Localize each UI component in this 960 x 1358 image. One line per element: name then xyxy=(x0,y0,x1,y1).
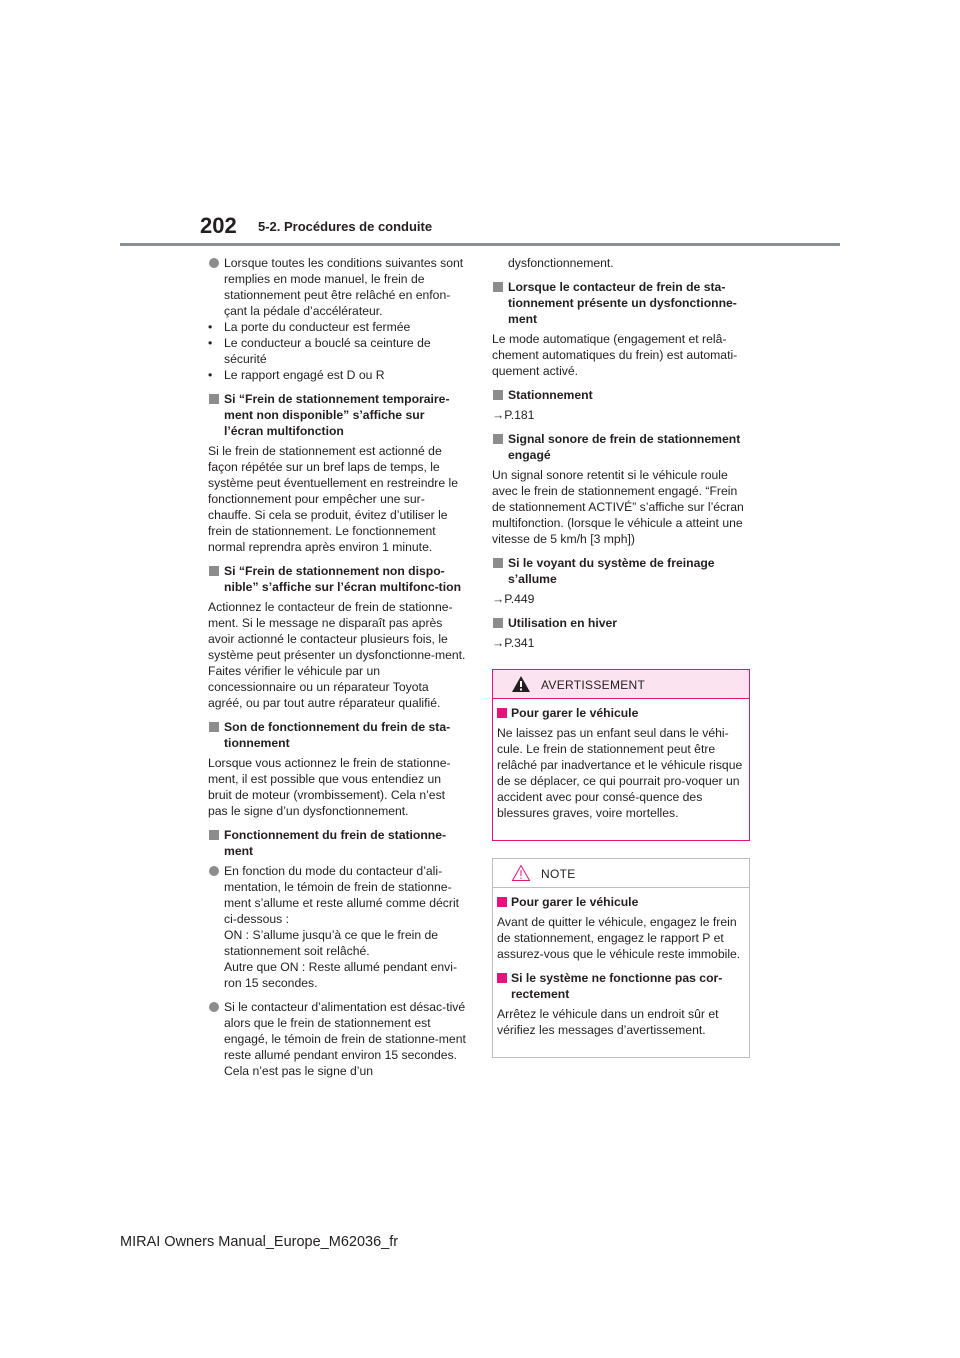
square-bullet-icon xyxy=(209,830,219,840)
square-bullet-icon xyxy=(493,282,503,292)
sub-item: • La porte du conducteur est fermée xyxy=(208,320,411,334)
note-text: Arrêtez le véhicule dans un endroit sûr et vérifiez les messages d’avertissement. xyxy=(497,1007,719,1037)
bullet-text: Si le contacteur d’alimentation est désac-tivé alors que le frein de stationnement est engagé, le témoin de frein de stationne-ment reste allumé pendant environ 15 secondes. Cela n’est pas le signe d’un xyxy=(224,1000,466,1078)
bullet-text: En fonction du mode du contacteur d’ali-mentation, le témoin de frein de stationne-ment s’allume et reste allumé comme décrit ci-dessous : xyxy=(224,864,460,926)
page-reference-link[interactable]: →P.181 xyxy=(492,408,535,422)
sub-item-text: Le rapport engagé est D ou R xyxy=(224,368,385,382)
bullet-item xyxy=(208,255,466,319)
right-column xyxy=(492,255,750,659)
section-heading xyxy=(492,279,750,327)
continued-text: dysfonctionnement. xyxy=(508,256,614,270)
note-body xyxy=(493,888,749,1038)
page-reference-link[interactable]: →P.449 xyxy=(492,592,535,606)
warning-title: AVERTISSEMENT xyxy=(541,678,646,692)
bullet-item xyxy=(208,999,466,1079)
bullet-item xyxy=(208,863,466,991)
left-column xyxy=(208,255,466,1087)
square-bullet-icon xyxy=(209,566,219,576)
page-reference-link[interactable]: →P.341 xyxy=(492,636,535,650)
heading-text: Si “Frein de stationnement temporaire-ment non disponible” s’affiche sur l’écran multifonction xyxy=(224,392,450,438)
square-bullet-icon xyxy=(497,708,507,718)
heading-text: Si le voyant du système de freinage s’allume xyxy=(508,556,715,586)
note-heading xyxy=(497,894,745,910)
square-bullet-icon xyxy=(497,973,507,983)
bullet-text: Lorsque toutes les conditions suivantes sont remplies en mode manuel, le frein de stationnement peut être relâché en enfon-çant la pédale d’accélérateur. xyxy=(224,256,464,318)
warning-text: Ne laissez pas un enfant seul dans le véhi-cule. Le frein de stationnement peut être relâché par inadvertance et le véhicule risque de se déplacer, ce qui pourrait pro-voquer un accident avec pour consé-quence des blessures graves, voire mortelles. xyxy=(497,726,743,820)
square-bullet-icon xyxy=(209,394,219,404)
square-bullet-icon xyxy=(497,897,507,907)
paragraph: Si le frein de stationnement est actionné de façon répétée sur un bref laps de temps, le système peut éventuellement en restreindre le fonctionnement pour empêcher une sur-chauffe. Si cela se produit, évitez d’utiliser le frein de stationnement. Le fonctionnement normal reprendra après environ 1 minute. xyxy=(208,444,458,554)
caution-triangle-icon xyxy=(511,864,531,882)
heading-text: Fonctionnement du frein de stationne-ment xyxy=(224,828,447,858)
section-heading xyxy=(208,827,466,859)
warning-box xyxy=(492,669,750,841)
heading-text: Pour garer le véhicule xyxy=(511,895,639,909)
warning-body xyxy=(493,699,749,821)
heading-text: Signal sonore de frein de stationnement engagé xyxy=(508,432,741,462)
square-bullet-icon xyxy=(209,722,219,732)
bullet-dot-icon xyxy=(209,258,219,268)
section-heading xyxy=(492,555,750,587)
bullet-text-on: ON : S’allume jusqu’à ce que le frein de stationnement soit relâché. xyxy=(224,928,439,958)
heading-text: Utilisation en hiver xyxy=(508,616,618,630)
bullet-text-other: Autre que ON : Reste allumé pendant envi-ron 15 secondes. xyxy=(224,960,458,990)
section-title: 5-2. Procédures de conduite xyxy=(258,219,433,234)
square-bullet-icon xyxy=(493,558,503,568)
bullet-dot-icon xyxy=(209,866,219,876)
paragraph: Un signal sonore retentit si le véhicule roule avec le frein de stationnement engagé. “Frein de stationnement ACTIVÉ” s’affiche sur l’écran multifonction. (lorsque le véhicule a atteint une vitesse de 5 km/h [3 mph]) xyxy=(492,468,744,546)
square-bullet-icon xyxy=(493,434,503,444)
heading-text: Stationnement xyxy=(508,388,593,402)
paragraph: Lorsque vous actionnez le frein de stationne-ment, il est possible que vous entendiez un bruit de moteur (vrombissement). Cela n’est pas le signe d’un dysfonctionnement. xyxy=(208,756,451,818)
note-text: Avant de quitter le véhicule, engagez le frein de stationnement, engagez le rapport P et assurez-vous que le véhicule reste immobile. xyxy=(497,915,741,961)
paragraph: Le mode automatique (engagement et relâ-chement automatiques du frein) est automati-quement activé. xyxy=(492,332,738,378)
heading-text: Si le système ne fonctionne pas cor-rectement xyxy=(511,971,723,1001)
square-bullet-icon xyxy=(493,618,503,628)
section-heading xyxy=(492,615,750,631)
section-heading xyxy=(208,719,466,751)
section-heading xyxy=(492,387,750,403)
section-heading xyxy=(492,431,750,463)
sub-item: • Le conducteur a bouclé sa ceinture de sécurité xyxy=(208,336,431,366)
heading-text: Lorsque le contacteur de frein de sta-tionnement présente un dysfonctionne-ment xyxy=(508,280,737,326)
note-header xyxy=(493,859,749,888)
bullet-dot-icon xyxy=(209,1002,219,1012)
square-bullet-icon xyxy=(493,390,503,400)
section-heading xyxy=(208,391,466,439)
heading-text: Pour garer le véhicule xyxy=(511,706,639,720)
sub-item-text: Le conducteur a bouclé sa ceinture de sécurité xyxy=(224,336,431,366)
sub-item-text: La porte du conducteur est fermée xyxy=(224,320,411,334)
warning-header xyxy=(493,670,749,699)
note-box xyxy=(492,858,750,1058)
section-heading xyxy=(208,563,466,595)
warning-heading xyxy=(497,705,745,721)
header-rule xyxy=(120,243,840,246)
paragraph: Actionnez le contacteur de frein de stationne-ment. Si le message ne disparaît pas après avoir actionné le contacteur plusieurs fois, le système peut présenter un dysfonctionne-ment. Faites vérifier le véhicule par un concessionnaire ou un réparateur Toyota agréé, ou par tout autre réparateur qualifié. xyxy=(208,600,466,710)
sub-list xyxy=(208,319,466,383)
sub-item: • Le rapport engagé est D ou R xyxy=(208,368,385,382)
note-heading xyxy=(497,970,745,1002)
footer-text: MIRAI Owners Manual_Europe_M62036_fr xyxy=(120,1234,399,1250)
heading-text: Son de fonctionnement du frein de sta-tionnement xyxy=(224,720,451,750)
warning-triangle-icon xyxy=(511,675,531,693)
page-number: 202 xyxy=(200,213,237,238)
note-title: NOTE xyxy=(541,867,576,881)
heading-text: Si “Frein de stationnement non dispo-nible” s’affiche sur l’écran multifonc-tion xyxy=(224,564,462,594)
